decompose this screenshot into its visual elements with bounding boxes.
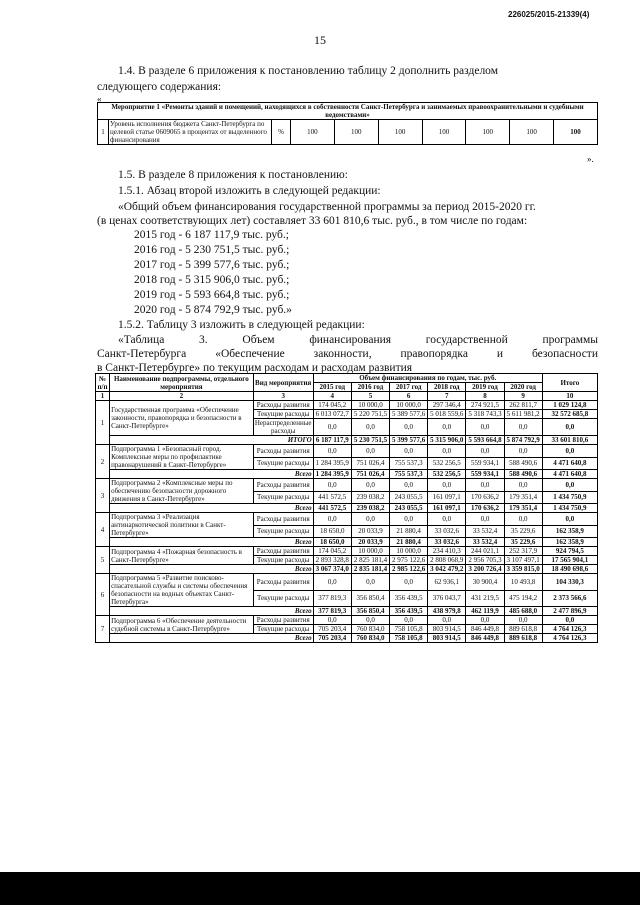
year-value: 0,0 [351, 574, 389, 591]
row-name: Государственная программа «Обеспечение законности, правопорядка и безопасности в Санкт-Петербурге» [110, 401, 254, 436]
table-3-caption-line3: в Санкт-Петербурге» по текущим расходам и расходам развития [97, 362, 413, 374]
year-value: 5 018 559,6 [428, 410, 466, 419]
row-total: 0,0 [542, 479, 597, 492]
col-header-year: 2017 год [390, 383, 428, 392]
row-total: 0,0 [542, 513, 597, 526]
sum-value: 705 203,4 [313, 634, 351, 643]
year-value: 0,0 [390, 479, 428, 492]
table-2-event-title: Мероприятие 1 «Ремонты зданий и помещений, находящихся в собственности Санкт-Петербурга и занимаемых правоохранительными и судебными ведомствами» [98, 103, 598, 120]
year-amount: 2015 год - 6 187 117,9 тыс. руб.; [134, 229, 289, 241]
table-sum-row [96, 607, 598, 616]
sum-value: 35 229,6 [504, 538, 542, 547]
year-value: 0,0 [466, 419, 504, 436]
year-value: 0,0 [428, 513, 466, 526]
table-row [96, 479, 598, 492]
row-name: Подпрограмма 1 «Безопасный город. Комплексные меры по профилактике правонарушений в Санкт-Петербурге» [110, 445, 254, 470]
sum-value: 462 119,9 [466, 607, 504, 616]
close-quote: ». [587, 154, 594, 164]
year-value: 0,0 [466, 479, 504, 492]
year-value: 10 000,0 [390, 547, 428, 556]
col-index: 10 [542, 392, 597, 401]
year-value: 243 055,5 [390, 491, 428, 504]
year-value: 0,0 [390, 445, 428, 458]
year-value: 0,0 [466, 513, 504, 526]
row-type: Текущие расходы [253, 525, 313, 538]
table-row [96, 513, 598, 526]
row-total: 1 434 750,9 [542, 491, 597, 504]
table-2-value: 100 [334, 120, 378, 145]
sum-value: 33 532,4 [466, 538, 504, 547]
year-value: 0,0 [351, 479, 389, 492]
row-type: Расходы развития [253, 401, 313, 410]
year-value: 179 351,4 [504, 491, 542, 504]
row-type: Текущие расходы [253, 410, 313, 419]
year-value: 0,0 [428, 419, 466, 436]
sum-value: 170 636,2 [466, 504, 504, 513]
year-value: 0,0 [428, 616, 466, 625]
year-value: 0,0 [390, 513, 428, 526]
sum-label: Всего [110, 607, 314, 616]
row-total: 104 330,3 [542, 574, 597, 591]
table-2-value: 100 [510, 120, 554, 145]
year-value: 0,0 [428, 445, 466, 458]
col-index: 4 [313, 392, 351, 401]
year-value: 2 808 068,9 [428, 556, 466, 565]
row-name: Подпрограмма 3 «Реализация антинаркотической политики в Санкт-Петербурге» [110, 513, 254, 538]
row-total: 17 565 904,1 [542, 556, 597, 565]
table-2-value: 100 [554, 120, 598, 145]
table-3-header-row [96, 374, 598, 383]
table-2-value: 100 [291, 120, 335, 145]
year-value: 2 956 705,3 [466, 556, 504, 565]
col-index: 5 [351, 392, 389, 401]
year-value: 18 650,0 [313, 525, 351, 538]
row-total: 1 029 124,8 [542, 401, 597, 410]
paragraph-line: (в ценах соответствующих лет) составляет 33 601 810,6 тыс. руб., в том числе по годам: [97, 215, 528, 227]
col-index: 3 [253, 392, 313, 401]
sum-value: 1 284 395,9 [313, 470, 351, 479]
col-index: 8 [466, 392, 504, 401]
open-quote: « [97, 94, 102, 104]
table-row [96, 616, 598, 625]
year-value: 297 346,4 [428, 401, 466, 410]
sum-value: 179 351,4 [504, 504, 542, 513]
sum-value: 889 618,8 [504, 634, 542, 643]
sum-value: 2 835 181,4 [351, 565, 389, 574]
sum-label: Всего [110, 470, 314, 479]
col-index: 7 [428, 392, 466, 401]
row-total: 2 373 566,6 [542, 590, 597, 607]
year-value: 170 636,2 [466, 491, 504, 504]
sum-value: 356 850,4 [351, 607, 389, 616]
col-header-total: Итого [542, 374, 597, 392]
sum-value: 5 230 751,5 [351, 436, 389, 445]
table-3-index-row [96, 392, 598, 401]
row-total: 0,0 [542, 419, 597, 436]
year-value: 0,0 [313, 513, 351, 526]
row-type: Текущие расходы [253, 457, 313, 470]
year-value: 6 013 072,7 [313, 410, 351, 419]
row-type: Расходы развития [253, 479, 313, 492]
table-sum-row [96, 565, 598, 574]
year-value: 161 097,1 [428, 491, 466, 504]
scan-bottom-bar [0, 872, 640, 905]
sum-value: 441 572,5 [313, 504, 351, 513]
row-number: 3 [96, 479, 110, 513]
table-2-row-num: 1 [98, 120, 109, 145]
sum-label: Всего [110, 538, 314, 547]
year-value: 0,0 [313, 479, 351, 492]
sum-value: 2 985 122,6 [390, 565, 428, 574]
section-1-5-heading: 1.5. В разделе 8 приложения к постановлению: [118, 169, 348, 181]
section-1-5-1: 1.5.1. Абзац второй изложить в следующей редакции: [118, 185, 381, 197]
col-header-year: 2019 год [466, 383, 504, 392]
year-value: 475 194,2 [504, 590, 542, 607]
sum-label: ИТОГО [110, 436, 314, 445]
col-header-group: Объем финансирования по годам, тыс. руб. [313, 374, 542, 383]
row-number: 4 [96, 513, 110, 547]
col-header-num: № п/п [96, 374, 110, 392]
year-value: 62 936,1 [428, 574, 466, 591]
row-name: Подпрограмма 2 «Комплексные меры по обеспечению безопасности дорожного движения в Санкт-Петербурге» [110, 479, 254, 504]
year-value: 0,0 [351, 616, 389, 625]
row-total: 4 471 640,8 [542, 457, 597, 470]
year-value: 2 825 181,4 [351, 556, 389, 565]
year-value: 5 389 577,6 [390, 410, 428, 419]
year-value: 0,0 [313, 574, 351, 591]
document-id: 226025/2015-21339(4) [508, 10, 590, 19]
year-value: 760 834,0 [351, 625, 389, 634]
year-value: 21 880,4 [390, 525, 428, 538]
year-value: 0,0 [351, 513, 389, 526]
year-value: 252 317,9 [504, 547, 542, 556]
table-sum-row [96, 538, 598, 547]
year-amount: 2018 год - 5 315 906,0 тыс. руб.; [134, 274, 290, 286]
sum-value: 377 819,3 [313, 607, 351, 616]
sum-total: 2 477 896,9 [542, 607, 597, 616]
sum-value: 751 026,4 [351, 470, 389, 479]
year-value: 35 229,6 [504, 525, 542, 538]
year-value: 0,0 [504, 419, 542, 436]
sum-label: Всего [110, 504, 314, 513]
table-2-row-name: Уровень исполнения бюджета Санкт-Петербурга по целевой статье 0609065 в процентах от выделенного финансирования [109, 120, 272, 145]
year-value: 10 000,0 [351, 547, 389, 556]
table-2-header-row [98, 103, 598, 120]
col-header-year: 2015 год [313, 383, 351, 392]
table-2-value: 100 [422, 120, 466, 145]
year-value: 559 934,1 [466, 457, 504, 470]
sum-value: 3 359 815,0 [504, 565, 542, 574]
row-type: Текущие расходы [253, 556, 313, 565]
table-row [96, 547, 598, 556]
year-value: 0,0 [428, 479, 466, 492]
table-2-value: 100 [466, 120, 510, 145]
row-total: 162 358,9 [542, 525, 597, 538]
year-value: 262 811,7 [504, 401, 542, 410]
row-total: 924 794,5 [542, 547, 597, 556]
year-value: 846 449,8 [466, 625, 504, 634]
table-sum-row [96, 634, 598, 643]
row-total: 4 764 126,3 [542, 625, 597, 634]
year-amount: 2020 год - 5 874 792,9 тыс. руб.» [134, 304, 292, 316]
year-value: 3 107 497,1 [504, 556, 542, 565]
sum-value: 3 200 726,4 [466, 565, 504, 574]
year-value: 0,0 [504, 445, 542, 458]
sum-value: 559 934,1 [466, 470, 504, 479]
year-value: 803 914,5 [428, 625, 466, 634]
table-2-section [97, 102, 598, 145]
table-sum-row [96, 504, 598, 513]
sum-value: 18 650,0 [313, 538, 351, 547]
sum-value: 161 097,1 [428, 504, 466, 513]
col-index: 2 [110, 392, 254, 401]
sum-value: 239 038,2 [351, 504, 389, 513]
year-value: 0,0 [390, 419, 428, 436]
row-type: Текущие расходы [253, 491, 313, 504]
year-value: 0,0 [390, 616, 428, 625]
col-header-year: 2020 год [504, 383, 542, 392]
sum-value: 6 187 117,9 [313, 436, 351, 445]
year-value: 0,0 [504, 479, 542, 492]
sum-value: 5 399 577,6 [390, 436, 428, 445]
year-value: 431 219,5 [466, 590, 504, 607]
table-row [96, 401, 598, 410]
year-value: 5 318 743,3 [466, 410, 504, 419]
row-number: 5 [96, 547, 110, 574]
sum-value: 485 688,0 [504, 607, 542, 616]
sum-value: 20 033,9 [351, 538, 389, 547]
year-value: 10 000,0 [390, 401, 428, 410]
year-value: 356 850,4 [351, 590, 389, 607]
row-type: Текущие расходы [253, 625, 313, 634]
sum-value: 438 979,8 [428, 607, 466, 616]
year-value: 174 045,2 [313, 401, 351, 410]
year-value: 20 033,9 [351, 525, 389, 538]
table-sum-row [96, 470, 598, 479]
sum-value: 3 042 479,2 [428, 565, 466, 574]
sum-value: 5 593 664,8 [466, 436, 504, 445]
row-number: 2 [96, 445, 110, 479]
sum-total: 1 434 750,9 [542, 504, 597, 513]
sum-total: 4 471 640,8 [542, 470, 597, 479]
col-header-name: Наименование подпрограммы, отдельного мероприятия [110, 374, 254, 392]
col-header-year: 2018 год [428, 383, 466, 392]
year-value: 5 220 751,5 [351, 410, 389, 419]
sum-value: 3 067 374,0 [313, 565, 351, 574]
sum-value: 588 490,6 [504, 470, 542, 479]
table-3 [95, 373, 598, 643]
row-number: 7 [96, 616, 110, 643]
year-value: 274 921,5 [466, 401, 504, 410]
year-value: 2 893 328,8 [313, 556, 351, 565]
year-value: 0,0 [351, 419, 389, 436]
col-index: 6 [390, 392, 428, 401]
row-type: Нераспределенные расходы [254, 419, 312, 435]
col-index: 1 [96, 392, 110, 401]
row-type: Расходы развития [253, 574, 313, 591]
year-value: 30 900,4 [466, 574, 504, 591]
row-total: 0,0 [542, 445, 597, 458]
sum-total: 162 358,9 [542, 538, 597, 547]
table-3-caption-line2: Санкт-Петербурга «Обеспечение законности, правопорядка и безопасности [97, 348, 598, 360]
year-amount: 2019 год - 5 593 664,8 тыс. руб.; [134, 289, 290, 301]
sum-total: 4 764 126,3 [542, 634, 597, 643]
table-row [96, 574, 598, 591]
year-value: 889 618,8 [504, 625, 542, 634]
year-value: 377 819,3 [313, 590, 351, 607]
year-value: 755 537,3 [390, 457, 428, 470]
table-row [96, 445, 598, 458]
year-value: 532 256,5 [428, 457, 466, 470]
sum-value: 243 055,5 [390, 504, 428, 513]
col-header-type: Вид мероприятия [253, 374, 313, 392]
row-name: Подпрограмма 6 «Обеспечение деятельности судебной системы в Санкт-Петербурге» [110, 616, 254, 634]
sum-total: 33 601 810,6 [542, 436, 597, 445]
year-value: 588 490,6 [504, 457, 542, 470]
year-value: 10 000,0 [351, 401, 389, 410]
row-total: 32 572 685,8 [542, 410, 597, 419]
row-number: 1 [96, 401, 110, 445]
year-value: 239 038,2 [351, 491, 389, 504]
year-value: 0,0 [504, 616, 542, 625]
col-index: 9 [504, 392, 542, 401]
year-value: 5 611 981,2 [504, 410, 542, 419]
sum-value: 755 537,3 [390, 470, 428, 479]
section-1-5-2: 1.5.2. Таблицу 3 изложить в следующей редакции: [118, 319, 365, 331]
row-type: Расходы развития [253, 445, 313, 458]
sum-value: 5 874 792,9 [504, 436, 542, 445]
year-value: 234 410,3 [428, 547, 466, 556]
row-name: Подпрограмма 5 «Развитие поисково-спасательной службы и системы обеспечения безопасности на водных объектах Санкт-Петербурга» [110, 574, 254, 607]
sum-value: 803 914,5 [428, 634, 466, 643]
section-1-4-line1: 1.4. В разделе 6 приложения к постановлению таблицу 2 дополнить разделом [118, 65, 498, 77]
sum-value: 758 105,8 [390, 634, 428, 643]
year-value: 376 043,7 [428, 590, 466, 607]
row-total: 0,0 [542, 616, 597, 625]
year-value: 0,0 [313, 616, 351, 625]
col-header-year: 2016 год [351, 383, 389, 392]
year-value: 0,0 [466, 616, 504, 625]
year-value: 0,0 [313, 445, 351, 458]
row-type: Расходы развития [253, 616, 313, 625]
row-name: Подпрограмма 4 «Пожарная безопасность в Санкт-Петербурге» [110, 547, 254, 565]
page-number: 15 [314, 33, 326, 47]
year-value: 0,0 [390, 574, 428, 591]
year-amount: 2016 год - 5 230 751,5 тыс. руб.; [134, 244, 290, 256]
sum-value: 532 256,5 [428, 470, 466, 479]
year-value: 705 203,4 [313, 625, 351, 634]
table-sum-row [96, 436, 598, 445]
year-value: 0,0 [351, 445, 389, 458]
sum-value: 760 834,0 [351, 634, 389, 643]
sum-total: 18 490 698,6 [542, 565, 597, 574]
row-type: Текущие расходы [253, 590, 313, 607]
table-2-data-row [98, 120, 598, 145]
year-value: 758 105,8 [390, 625, 428, 634]
sum-value: 21 880,4 [390, 538, 428, 547]
year-value: 1 284 395,9 [313, 457, 351, 470]
year-amount: 2017 год - 5 399 577,6 тыс. руб.; [134, 259, 290, 271]
row-type: Расходы развития [253, 513, 313, 526]
sum-value: 5 315 906,0 [428, 436, 466, 445]
year-value: 751 026,4 [351, 457, 389, 470]
year-value: 0,0 [466, 445, 504, 458]
sum-label: Всего [110, 634, 314, 643]
year-value: 174 045,2 [313, 547, 351, 556]
year-value: 10 493,8 [504, 574, 542, 591]
table-2-value: 100 [378, 120, 422, 145]
sum-value: 33 032,6 [428, 538, 466, 547]
sum-value: 846 449,8 [466, 634, 504, 643]
section-1-4-line2: следующего содержания: [97, 81, 222, 93]
year-value: 356 439,5 [390, 590, 428, 607]
year-value: 441 572,5 [313, 491, 351, 504]
paragraph-line: «Общий объем финансирования государственной программы за период 2015-2020 гг. [118, 201, 536, 213]
year-value: 33 532,4 [466, 525, 504, 538]
row-type: Расходы развития [253, 547, 313, 556]
table-3-caption-line1: «Таблица 3. Объем финансирования государственной программы [118, 334, 598, 346]
year-value: 33 032,6 [428, 525, 466, 538]
year-value: 2 975 122,6 [390, 556, 428, 565]
sum-value: 356 439,5 [390, 607, 428, 616]
sum-label: Всего [110, 565, 314, 574]
row-number: 6 [96, 574, 110, 616]
table-2-row-unit: % [272, 120, 291, 145]
year-value: 0,0 [504, 513, 542, 526]
year-value: 0,0 [313, 419, 351, 436]
year-value: 244 021,1 [466, 547, 504, 556]
